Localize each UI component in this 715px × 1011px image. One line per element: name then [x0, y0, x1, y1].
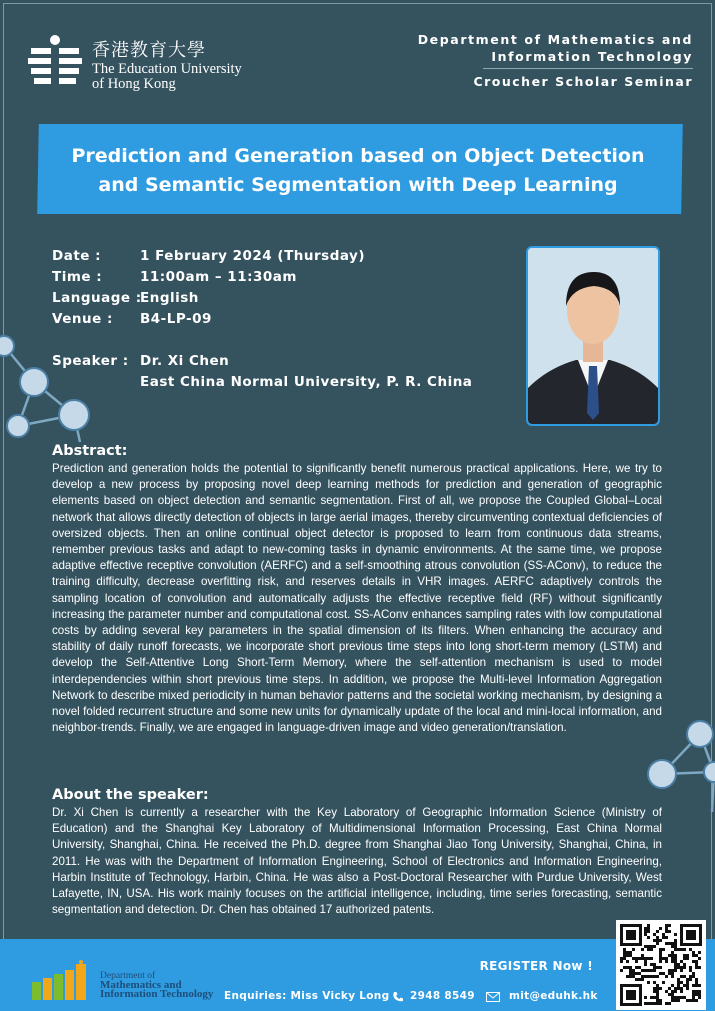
qr-module — [686, 957, 689, 960]
seminar-series: Croucher Scholar Seminar — [473, 74, 693, 89]
qr-module — [659, 957, 662, 960]
qr-module — [668, 993, 671, 996]
department-logo — [32, 960, 98, 1000]
qr-module — [677, 984, 680, 987]
qr-module — [671, 990, 674, 993]
qr-module — [674, 954, 677, 957]
qr-module — [668, 987, 671, 990]
language-label: Language : — [52, 290, 142, 306]
qr-module — [656, 966, 659, 969]
qr-module — [689, 978, 692, 981]
qr-module — [668, 969, 671, 972]
department-name — [363, 31, 693, 65]
qr-module — [680, 975, 683, 978]
phone-number[interactable]: 2948 8549 — [410, 990, 475, 1002]
qr-module — [665, 942, 668, 945]
qr-module — [641, 969, 644, 972]
qr-module — [680, 969, 683, 972]
speaker-portrait-image — [528, 248, 658, 424]
qr-code-pattern — [616, 920, 706, 1010]
qr-module — [656, 939, 659, 942]
qr-module — [692, 975, 695, 978]
qr-module — [659, 939, 662, 942]
qr-module — [674, 996, 677, 999]
qr-module — [677, 996, 680, 999]
department-line: Department of Mathematics and — [417, 32, 693, 47]
eduhk-logo — [28, 34, 82, 94]
qr-module — [653, 963, 656, 966]
qr-module — [689, 999, 692, 1002]
qr-module — [674, 966, 677, 969]
qr-module — [677, 981, 680, 984]
qr-module — [653, 987, 656, 990]
qr-module — [698, 990, 701, 993]
qr-module — [698, 966, 701, 969]
qr-module — [665, 990, 668, 993]
qr-module — [623, 951, 626, 954]
qr-module — [638, 966, 641, 969]
seminar-title — [50, 142, 666, 200]
qr-module — [665, 930, 668, 933]
qr-module — [647, 927, 650, 930]
qr-module — [662, 957, 665, 960]
qr-module — [671, 957, 674, 960]
qr-module — [656, 996, 659, 999]
qr-module — [647, 930, 650, 933]
qr-module — [647, 969, 650, 972]
qr-module — [659, 960, 662, 963]
qr-module — [629, 954, 632, 957]
qr-module — [653, 945, 656, 948]
qr-module — [686, 987, 689, 990]
qr-module — [629, 969, 632, 972]
qr-module — [620, 957, 623, 960]
qr-module — [671, 960, 674, 963]
qr-module — [629, 975, 632, 978]
qr-module — [674, 960, 677, 963]
qr-module — [692, 993, 695, 996]
qr-module — [671, 975, 674, 978]
qr-module — [635, 960, 638, 963]
qr-module — [668, 954, 671, 957]
language-value: English — [140, 290, 199, 306]
qr-module — [662, 948, 665, 951]
qr-module — [647, 975, 650, 978]
qr-module — [638, 978, 641, 981]
qr-module — [671, 942, 674, 945]
qr-module — [653, 969, 656, 972]
qr-module — [644, 945, 647, 948]
qr-module — [647, 957, 650, 960]
qr-module — [692, 972, 695, 975]
qr-module — [671, 999, 674, 1002]
qr-module — [650, 975, 653, 978]
abstract-text: Prediction and generation holds the potential to significantly benefit numerous practical applications. Here, we try to develop a new process by proposing novel deep learning methods for prediction and generation of geographic elements based on object detection and semantic segmentation. First of all, we propose the Coupled Global–Local network that allows directly detection of objects in large aerial images, thereby circumventing contextual deficiencies of oversized objects. Then an online continual object detector is proposed to learn from continuous data streams, remember previous tasks and adapt to new-coming tasks in dynamic environments. At the same time, we propose adaptive effective receptive convolution (AERFC) and a self-smoothing atrous convolution (SS-AConv), to reduce the training difficulty, decrease overfitting risk, and reserves details in VHR images. AERFC adaptively controls the sampling location of convolution and automatically adjusts the effective receptive field (RF) without significantly increasing the parameter number and computational cost. SS-AConv enhances sampling rates with low computational costs by adding several key parameters in the spatial dimension of its filters. When enhancing the accuracy and stability of daily runoff forecasts, we incorporate short previous time steps into long short-term memory (LSTM) and develop the Self-Attentive Long Short-Term Memory, where the self-attention mechanism is used to model interdependencies within short previous time steps. In addition, we propose the Multi-level Information Aggregation Network to describe mixed periodicity in human behavior patterns and the societal working mechanism, by designing a novel folded recurrent structure and some new units for dynamically update of the local and mini-local information, and neighbor-trends. Finally, we are engaged in language-driven image and video generation/translation. — [52, 462, 662, 735]
qr-module — [695, 960, 698, 963]
qr-module — [668, 930, 671, 933]
qr-module — [653, 975, 656, 978]
qr-module — [689, 975, 692, 978]
qr-module — [695, 981, 698, 984]
qr-module — [650, 945, 653, 948]
qr-module — [623, 957, 626, 960]
qr-module — [647, 945, 650, 948]
qr-module — [656, 975, 659, 978]
venue-label: Venue : — [52, 311, 113, 327]
qr-module — [692, 996, 695, 999]
qr-module — [656, 984, 659, 987]
qr-module — [695, 954, 698, 957]
qr-module — [692, 954, 695, 957]
qr-module — [656, 930, 659, 933]
qr-module — [632, 969, 635, 972]
university-name-line: of Hong Kong — [92, 76, 176, 92]
qr-module — [674, 999, 677, 1002]
qr-module — [641, 975, 644, 978]
qr-module — [641, 954, 644, 957]
qr-module — [683, 996, 686, 999]
qr-module — [644, 1002, 647, 1005]
qr-module — [683, 948, 686, 951]
qr-module — [644, 927, 647, 930]
qr-module — [695, 990, 698, 993]
qr-module — [683, 966, 686, 969]
qr-module — [620, 969, 623, 972]
qr-module — [671, 945, 674, 948]
qr-module — [668, 972, 671, 975]
qr-module — [692, 984, 695, 987]
university-name-english — [92, 62, 242, 92]
qr-module — [659, 987, 662, 990]
qr-module — [665, 927, 668, 930]
qr-module — [695, 966, 698, 969]
qr-module — [698, 993, 701, 996]
qr-module — [656, 999, 659, 1002]
register-link[interactable]: REGISTER Now ! — [479, 959, 593, 973]
qr-module — [644, 957, 647, 960]
qr-module — [689, 948, 692, 951]
qr-module — [656, 987, 659, 990]
qr-module — [656, 993, 659, 996]
qr-module — [686, 954, 689, 957]
qr-module — [635, 966, 638, 969]
speaker-photo — [526, 246, 660, 426]
email-icon — [486, 992, 500, 1002]
qr-module — [641, 948, 644, 951]
qr-module — [641, 978, 644, 981]
speaker-affiliation: East China Normal University, P. R. China — [140, 374, 473, 390]
email-address[interactable]: mit@eduhk.hk — [509, 990, 598, 1002]
qr-module — [674, 957, 677, 960]
qr-module — [644, 969, 647, 972]
qr-module — [656, 990, 659, 993]
about-speaker-text: Dr. Xi Chen is currently a researcher with the Key Laboratory of Geographic Information Science (Ministry of Education) and the Shanghai Key Laboratory of Multidimensional Information Processing, East China Normal University, Shanghai, China. He received the Ph.D. degree from Shanghai Jiao Tong University, Shanghai, China, in 2011. He was with the Department of Information Engineering, School of Electronics and Information Engineering, Harbin Institute of Technology, Harbin, China. He was also a Post-Doctoral Researcher with Purdue University, West Lafayette, IN, USA. His work mainly focuses on the artificial intelligence, including, time series forecasting, semantic segmentation and detection. Dr. Chen has obtained 17 authorized patents. — [52, 806, 662, 917]
qr-module — [674, 945, 677, 948]
qr-module — [659, 966, 662, 969]
qr-module — [665, 936, 668, 939]
qr-module — [632, 972, 635, 975]
qr-module — [683, 963, 686, 966]
qr-module — [680, 966, 683, 969]
qr-module — [629, 951, 632, 954]
qr-module — [695, 978, 698, 981]
qr-module — [644, 930, 647, 933]
qr-module — [644, 975, 647, 978]
qr-module — [650, 996, 653, 999]
qr-module — [686, 984, 689, 987]
qr-module — [683, 957, 686, 960]
footer-department-line: Information Technology — [100, 988, 214, 1000]
qr-module — [674, 942, 677, 945]
qr-module — [638, 972, 641, 975]
enquiries-contact: Enquiries: Miss Vicky Long — [224, 990, 390, 1002]
qr-module — [671, 972, 674, 975]
qr-module — [659, 972, 662, 975]
qr-module — [683, 975, 686, 978]
qr-module — [647, 981, 650, 984]
qr-module — [665, 957, 668, 960]
university-name-line: The Education University — [92, 61, 242, 77]
qr-module — [674, 939, 677, 942]
qr-module — [686, 999, 689, 1002]
qr-module — [665, 1002, 668, 1005]
qr-module — [662, 972, 665, 975]
qr-module — [635, 972, 638, 975]
footer-department-line: Department of — [100, 971, 156, 981]
qr-module — [626, 951, 629, 954]
qr-module — [659, 951, 662, 954]
qr-module — [632, 957, 635, 960]
qr-module — [692, 999, 695, 1002]
qr-module — [644, 996, 647, 999]
university-name-chinese: 香港教育大學 — [92, 40, 206, 61]
qr-module — [695, 963, 698, 966]
qr-module — [671, 951, 674, 954]
qr-module — [674, 963, 677, 966]
department-line: Information Technology — [491, 49, 693, 64]
qr-module — [677, 966, 680, 969]
qr-module — [674, 987, 677, 990]
qr-module — [650, 1002, 653, 1005]
qr-module — [671, 969, 674, 972]
qr-module — [677, 987, 680, 990]
qr-module — [632, 975, 635, 978]
date-value: 1 February 2024 (Thursday) — [140, 248, 366, 264]
qr-module — [680, 981, 683, 984]
qr-module — [650, 969, 653, 972]
speaker-label: Speaker : — [52, 353, 129, 369]
qr-module — [653, 939, 656, 942]
phone-icon — [392, 991, 404, 1003]
qr-module — [692, 960, 695, 963]
abstract-heading: Abstract: — [52, 443, 128, 459]
qr-module — [692, 990, 695, 993]
qr-module — [635, 978, 638, 981]
qr-module — [668, 924, 671, 927]
qr-module — [689, 969, 692, 972]
qr-module — [626, 966, 629, 969]
qr-module — [629, 972, 632, 975]
qr-module — [653, 933, 656, 936]
qr-module — [674, 969, 677, 972]
qr-module — [650, 963, 653, 966]
qr-module — [623, 966, 626, 969]
qr-module — [698, 984, 701, 987]
qr-module — [695, 993, 698, 996]
qr-module — [626, 954, 629, 957]
footer-department-line: Mathematics and — [100, 979, 182, 991]
qr-module — [668, 1002, 671, 1005]
qr-module — [659, 927, 662, 930]
qr-module — [698, 951, 701, 954]
qr-module — [656, 942, 659, 945]
qr-module — [683, 954, 686, 957]
qr-module — [686, 981, 689, 984]
qr-module — [650, 948, 653, 951]
qr-module — [659, 1002, 662, 1005]
title-line: and Semantic Segmentation with Deep Learning — [98, 174, 618, 196]
qr-module — [680, 990, 683, 993]
qr-module — [671, 984, 674, 987]
qr-module — [650, 957, 653, 960]
time-label: Time : — [52, 269, 103, 285]
qr-module — [659, 999, 662, 1002]
qr-module — [677, 963, 680, 966]
qr-module — [653, 996, 656, 999]
qr-module — [671, 954, 674, 957]
qr-module — [626, 975, 629, 978]
qr-module — [653, 981, 656, 984]
header-divider — [483, 68, 693, 69]
qr-module — [623, 948, 626, 951]
qr-module — [692, 951, 695, 954]
qr-module — [632, 948, 635, 951]
qr-module — [629, 966, 632, 969]
qr-module — [698, 957, 701, 960]
qr-module — [689, 966, 692, 969]
venue-value: B4-LP-09 — [140, 311, 212, 327]
qr-module — [671, 993, 674, 996]
qr-module — [659, 954, 662, 957]
qr-module — [647, 936, 650, 939]
qr-module — [644, 933, 647, 936]
about-speaker-heading: About the speaker: — [52, 787, 209, 803]
qr-module — [680, 987, 683, 990]
qr-module — [626, 960, 629, 963]
qr-module — [653, 1002, 656, 1005]
qr-module — [677, 948, 680, 951]
qr-module — [674, 990, 677, 993]
qr-module — [644, 963, 647, 966]
qr-module — [656, 936, 659, 939]
qr-module — [674, 948, 677, 951]
qr-module — [641, 957, 644, 960]
date-label: Date : — [52, 248, 102, 264]
qr-module — [665, 975, 668, 978]
time-value: 11:00am – 11:30am — [140, 269, 297, 285]
qr-module — [620, 960, 623, 963]
title-line: Prediction and Generation based on Object Detection — [71, 145, 645, 167]
qr-module — [662, 936, 665, 939]
qr-module — [653, 966, 656, 969]
molecule-decoration-left — [0, 330, 95, 445]
qr-module — [698, 996, 701, 999]
qr-module — [686, 978, 689, 981]
qr-module — [623, 954, 626, 957]
qr-module — [656, 1002, 659, 1005]
qr-module — [647, 1002, 650, 1005]
footer-department-name — [100, 972, 213, 999]
qr-module — [683, 984, 686, 987]
qr-module — [677, 999, 680, 1002]
qr-module — [647, 948, 650, 951]
speaker-name: Dr. Xi Chen — [140, 353, 230, 369]
qr-module — [662, 981, 665, 984]
qr-module — [644, 960, 647, 963]
qr-module — [695, 999, 698, 1002]
qr-module — [677, 978, 680, 981]
qr-module — [671, 996, 674, 999]
qr-module — [695, 984, 698, 987]
qr-module — [635, 957, 638, 960]
qr-module — [653, 990, 656, 993]
registration-qr-code[interactable] — [616, 920, 706, 1010]
qr-module — [647, 924, 650, 927]
qr-module — [659, 948, 662, 951]
qr-module — [680, 996, 683, 999]
qr-module — [665, 960, 668, 963]
qr-module — [662, 933, 665, 936]
qr-module — [680, 960, 683, 963]
qr-module — [674, 933, 677, 936]
qr-module — [638, 957, 641, 960]
qr-module — [668, 942, 671, 945]
qr-module — [680, 948, 683, 951]
qr-module — [665, 924, 668, 927]
